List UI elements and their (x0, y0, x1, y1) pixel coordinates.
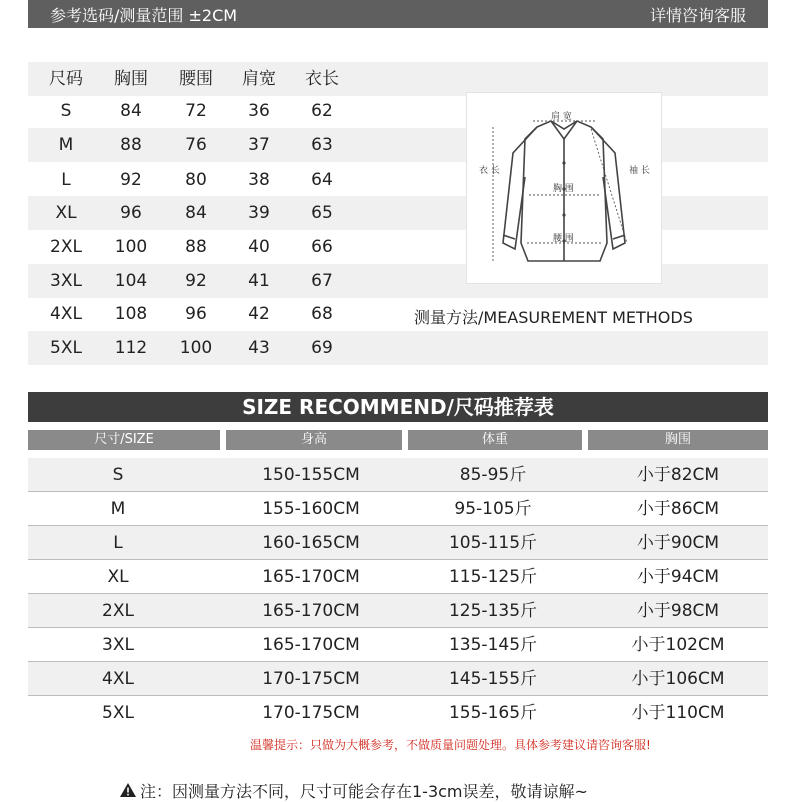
cell: 115-125斤 (448, 567, 538, 587)
header-chest: 胸围 (114, 69, 148, 89)
cell: 5XL (102, 703, 134, 723)
cell: 88 (120, 135, 142, 155)
cell: S (112, 465, 124, 485)
cell: 64 (311, 170, 333, 190)
waist-label: 腰 围 (553, 234, 574, 244)
cell: 105-115斤 (448, 533, 538, 553)
cell: 72 (185, 101, 207, 121)
cell: 76 (185, 135, 207, 155)
cell: 135-145斤 (448, 635, 538, 655)
contact-service-label: 详情咨询客服 (649, 6, 746, 25)
cell: 3XL (50, 271, 82, 291)
cell: 小于94CM (636, 567, 720, 587)
cell: 3XL (102, 635, 134, 655)
cell: 小于106CM (631, 669, 725, 689)
cell: 104 (114, 271, 148, 291)
table-row (28, 526, 768, 560)
measurement-methods-caption: 测量方法/MEASUREMENT METHODS (414, 308, 693, 327)
table-row (28, 331, 768, 365)
cell: 37 (248, 135, 270, 155)
cell: 62 (311, 101, 333, 121)
cell: 小于110CM (631, 703, 725, 723)
cell: 108 (114, 304, 148, 324)
cell: 88 (185, 237, 207, 257)
cell: 36 (248, 101, 270, 121)
cell: 小于102CM (631, 635, 725, 655)
cell: L (113, 533, 123, 553)
cell: S (60, 101, 72, 121)
table-row (28, 628, 768, 662)
sleeve-label: 袖 长 (629, 166, 650, 176)
shirt-measurement-diagram (466, 92, 662, 284)
table-row (28, 492, 768, 526)
cell: 155-160CM (262, 499, 360, 519)
top-bar (28, 0, 768, 28)
error-note (120, 779, 588, 802)
cell: 小于98CM (636, 601, 720, 621)
cell: M (58, 135, 74, 155)
cell: 92 (120, 170, 142, 190)
cell: 125-135斤 (448, 601, 538, 621)
cell: 100 (179, 338, 213, 358)
cell: 160-165CM (262, 533, 360, 553)
measurement-header-row (28, 62, 768, 96)
cell: 69 (311, 338, 333, 358)
table-row (28, 560, 768, 594)
table-row (28, 594, 768, 628)
cell: 84 (185, 203, 207, 223)
header-height-col: 身高 (226, 430, 402, 450)
cell: 155-165斤 (448, 703, 538, 723)
shoulder-label: 肩 宽 (551, 112, 572, 122)
measure-range-label: 参考选码/测量范围 ±2CM (50, 6, 238, 25)
cell: 170-175CM (262, 703, 360, 723)
table-row (28, 696, 768, 730)
cell: 95-105斤 (454, 499, 532, 519)
cell: 39 (248, 203, 270, 223)
cell: 92 (185, 271, 207, 291)
cell: 63 (311, 135, 333, 155)
cell: 96 (185, 304, 207, 324)
cell: 150-155CM (262, 465, 360, 485)
cell: XL (55, 203, 77, 223)
cell: 65 (311, 203, 333, 223)
cell: 38 (248, 170, 270, 190)
cell: 2XL (50, 237, 82, 257)
header-size-col: 尺寸/SIZE (28, 430, 220, 450)
cell: 85-95斤 (459, 465, 527, 485)
cell: 小于90CM (636, 533, 720, 553)
header-waist: 腰围 (179, 69, 213, 89)
table-row (28, 458, 768, 492)
header-shoulder: 肩宽 (242, 69, 276, 89)
cell: 165-170CM (262, 601, 360, 621)
cell: 165-170CM (262, 567, 360, 587)
cell: 4XL (102, 669, 134, 689)
cell: 170-175CM (262, 669, 360, 689)
length-label: 衣 长 (479, 166, 500, 176)
header-length: 衣长 (305, 69, 339, 89)
chest-label: 胸 围 (553, 184, 574, 194)
cell: L (61, 170, 71, 190)
cell: 小于86CM (636, 499, 720, 519)
header-chest-col: 胸围 (588, 430, 768, 450)
cell: 84 (120, 101, 142, 121)
warning-icon (120, 782, 136, 801)
warm-tips: 温馨提示：只做为大概参考，不做质量问题处理。具体参考建议请咨询客服! (250, 738, 651, 752)
cell: 80 (185, 170, 207, 190)
table-row (28, 662, 768, 696)
cell: 41 (248, 271, 270, 291)
cell: 43 (248, 338, 270, 358)
header-weight-col: 体重 (408, 430, 582, 450)
cell: 4XL (50, 304, 82, 324)
cell: 112 (114, 338, 148, 358)
error-note-text: 注：因测量方法不同，尺寸可能会存在1-3cm误差，敬请谅解~ (140, 782, 588, 801)
cell: 67 (311, 271, 333, 291)
cell: 2XL (102, 601, 134, 621)
cell: 100 (114, 237, 148, 257)
cell: 165-170CM (262, 635, 360, 655)
cell: 66 (311, 237, 333, 257)
cell: 5XL (50, 338, 82, 358)
cell: 96 (120, 203, 142, 223)
cell: 42 (248, 304, 270, 324)
cell: XL (107, 567, 129, 587)
cell: 68 (311, 304, 333, 324)
cell: M (110, 499, 126, 519)
cell: 小于82CM (636, 465, 720, 485)
cell: 145-155斤 (448, 669, 538, 689)
header-size: 尺码 (49, 69, 83, 89)
cell: 40 (248, 237, 270, 257)
size-recommend-title: SIZE RECOMMEND/尺码推荐表 (28, 392, 768, 422)
